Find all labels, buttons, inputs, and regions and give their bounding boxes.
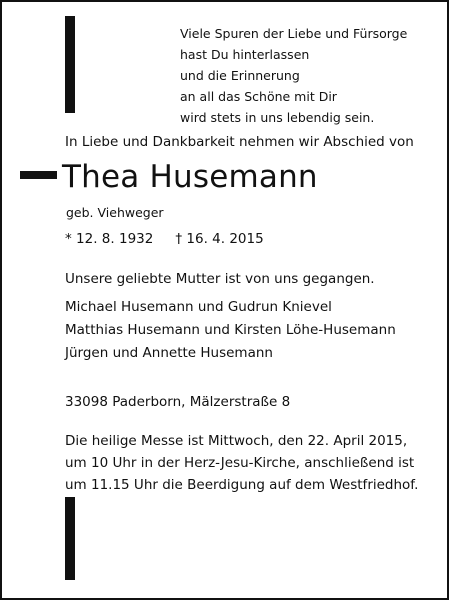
life-dates	[65, 231, 264, 248]
decorative-vertical-bar-top	[65, 16, 75, 113]
funeral-service-info	[65, 433, 418, 499]
deceased-name: Thea Husemann	[62, 159, 318, 195]
survivor-entry: Michael Husemann und Gudrun Knievel	[65, 299, 332, 315]
decorative-vertical-bar-bottom	[65, 497, 75, 580]
birth-date: * 12. 8. 1932	[65, 231, 154, 247]
service-line: um 11.15 Uhr die Beerdigung auf dem Westfriedhof.	[65, 477, 419, 493]
mourning-address: 33098 Paderborn, Mälzerstraße 8	[65, 394, 291, 410]
poem-line: Viele Spuren der Liebe und Fürsorge	[180, 26, 408, 41]
poem-line: an all das Schöne mit Dir	[180, 89, 337, 104]
survivor-entry: Jürgen und Annette Husemann	[65, 345, 273, 361]
survivor-entry: Matthias Husemann und Kirsten Löhe-Husemann	[65, 322, 396, 338]
death-date: † 16. 4. 2015	[175, 231, 264, 247]
memorial-poem	[180, 23, 407, 128]
service-line: um 10 Uhr in der Herz-Jesu-Kirche, anschließend ist	[65, 455, 415, 471]
farewell-intro: In Liebe und Dankbarkeit nehmen wir Abschied von	[65, 134, 414, 150]
poem-line: hast Du hinterlassen	[180, 47, 310, 62]
survivors-list	[65, 299, 396, 368]
loss-statement: Unsere geliebte Mutter ist von uns gegangen.	[65, 271, 375, 287]
poem-line: und die Erinnerung	[180, 68, 300, 83]
decorative-horizontal-dash	[20, 171, 57, 179]
poem-line: wird stets in uns lebendig sein.	[180, 110, 375, 125]
service-line: Die heilige Messe ist Mittwoch, den 22. April 2015,	[65, 433, 408, 449]
birth-name: geb. Viehweger	[66, 205, 164, 220]
